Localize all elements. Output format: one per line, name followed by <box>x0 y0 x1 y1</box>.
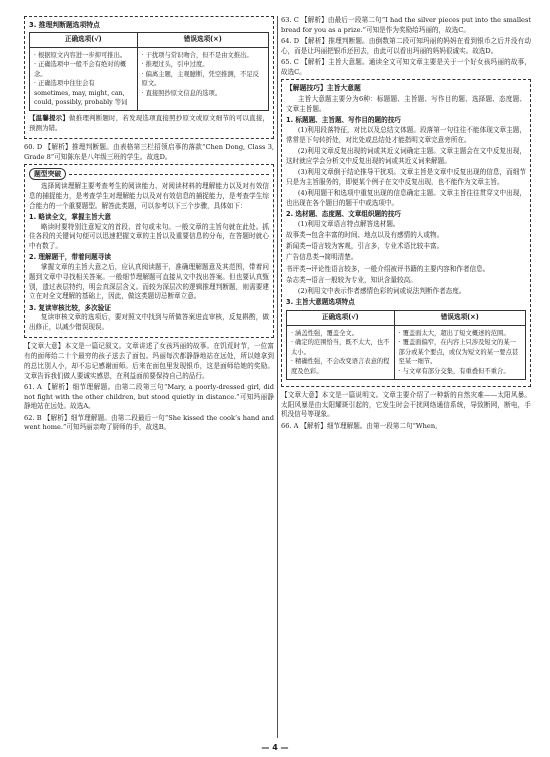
skills-text: (3)利用文章倒于结论推导干扰项。文章主旨是文章中反复出现的信息，而细节只是为主旨服务的，即便某个例子在文中反复出现，也不能作为文章主旨。 <box>286 167 526 186</box>
list-item: · 覆盖面太大，超出了短文概述的范围。 <box>399 329 521 338</box>
list-item: · 偏离主题，主观臆断，凭空推测，不足反原文。 <box>142 70 264 89</box>
list-item: · 覆盖面偏窄，在内容上只涉及短文的某一部分或某个要点，或仅为短文的某一要点甚至某一细节。 <box>399 338 521 366</box>
list-item: · 干扰项与常识吻合，但不是由文推出。 <box>142 51 264 60</box>
skills-intro: 主旨大意题主要分为6种：标题题、主旨题、写作目的题、选择题、态度题、文章主旨题。 <box>286 95 526 113</box>
answer-66: 66. A 【解析】细节理解题。由第一段第二句“When, <box>281 421 438 430</box>
answer-60: 60. D 【解析】推理判断题。由表格第三栏招领启事的落款“Chen Dong, Class 3, Grade 8”可知陈东是八年级三班的学生。故选D。 <box>24 143 274 161</box>
box-title: 3. 推理判断题选项特点 <box>29 21 100 29</box>
options-table <box>29 32 269 111</box>
list-item: · 正确选项中一般不会有绝对的概念。 <box>34 60 133 79</box>
correct-cell <box>30 47 138 111</box>
list-item: · 涵盖性强，覆盖全文。 <box>291 329 390 338</box>
step-3-heading: 3. 复读审核比较，多次验证 <box>29 303 111 312</box>
tupo-label: 题型突破 <box>29 168 66 180</box>
skills-text: (1)利用段落特征，对比以及总结文体题。段落第一句往往不能体现文章主题，常常是下句转折处，对比处或总结处才能指明文章完意旁所在。 <box>286 125 526 144</box>
col-header-correct: 正确选项(√) <box>30 33 138 48</box>
list-item: · 直接照抄原文信息的选项。 <box>142 89 264 98</box>
skills-text: 书评类→评论性语言较多，一般介绍被评书籍的主要内容和作者信息。 <box>286 264 490 273</box>
step-1-heading: 1. 略读全文，掌握主旨大意 <box>29 212 111 221</box>
step-3-text: 复读审核文章的选项后，要对照文中找到与所做答案进直审核，反复斟酌，做出修正，以减少错误现误。 <box>29 313 269 332</box>
column-divider <box>277 16 278 738</box>
right-column <box>281 16 531 433</box>
skills-text: (4)利用题干和选项中重复出现的信息确定主题。文章主旨往往贯穿文中出现，也出现在各个题目的题干中或选项中。 <box>286 188 526 207</box>
col-header-wrong: 错误选项(×) <box>394 311 525 326</box>
skills-heading-1: 1. 标题题、主旨题、写作目的题的技巧 <box>286 116 401 125</box>
skills-text: 广告信息类→简明清楚。 <box>286 253 358 262</box>
step-2-heading: 2. 理解题干，带着问题寻读 <box>29 253 111 262</box>
skills-text: (1)利用文章语言特点解答选材题。 <box>297 219 400 228</box>
list-item: · 精确性强，不会改变语言表意的程度及色彩。 <box>291 357 390 376</box>
list-item: · 与文章有部分交集，有重叠但不重合。 <box>399 367 521 376</box>
main-idea-options-table <box>286 310 526 380</box>
list-item: · 根据原文内容进一步抑可推出。 <box>34 51 133 60</box>
article-summary-2: 【文章大意】本文是一篇说明文。文章主要介绍了一种新的自然灾难——太阳风暴。太阳风暴是由太阳耀斑引起的，它发生时会干扰网络通信系统，导致断网，断电，手机没信号等现象。 <box>281 390 531 419</box>
step-1-text: 略读时要特别注意短文的首段、首句或末句。一般文章的主旨句就在此处。抓住各段的关键词句便可以迅速把握文章的主旨以及重要信息的分布，在答题时就心中有数了。 <box>29 222 269 251</box>
wrong-cell <box>137 47 268 111</box>
answer-64: 64. D 【解析】推理判断题。由倒数第二段可知玛丽的妈妈在看到银币之后并没有动心，而是让玛丽把银币还回去，由此可以看出玛丽的妈妈很诚实。故选D。 <box>281 37 531 55</box>
col-header-wrong: 错误选项(×) <box>137 33 268 48</box>
tip-text: 做推理判断题时，若发现选项直接照抄原文或原文细节的可以直接，预测为错。 <box>29 114 270 133</box>
skills-text: (2)利用文中表示作者感情色彩的词或说法判断作者态度。 <box>297 287 466 296</box>
skills-text: 故事类→包含丰富的时间、地点以及有感情的人或物。 <box>286 230 444 239</box>
skills-text: (2)利用文章反复出现的词或其近义词确定主题。文章主题会在文中反复出现，这时就应学会分析文中反复出现的词或其近义词来解题。 <box>286 146 526 165</box>
skills-box <box>281 79 531 387</box>
tip-paragraph <box>29 114 269 133</box>
answer-65: 65. C 【解析】主旨大意题。通读全文可知文章主要是关于一个好女孩玛丽的故事，故选C。 <box>281 58 531 76</box>
skills-heading-2: 2. 选材题、态度题、文章组织题的技巧 <box>286 209 401 218</box>
list-item: · 推理过头，引申过度。 <box>142 60 264 69</box>
left-column <box>24 16 274 435</box>
answer-63: 63. C 【解析】由最后一段第二句“I had the silver pieces put into the smallest bread for you as a prize.”可知是作为奖励给玛丽的，故选C。 <box>281 16 531 34</box>
inference-options-box <box>24 16 274 139</box>
tip-tag: 【温馨提示】 <box>29 114 70 123</box>
page-number: — 4 — <box>261 743 289 752</box>
answer-61: 61. A 【解析】细节理解题。由第二段第三句“Mary, a poorly-dressed girl, did not fight with the other children, but stood quietly in distance.”可知玛丽静静地站在远处。故选A。 <box>24 382 274 411</box>
list-item: · 正确选项中往往会有 sometimes, may, might, can, could, possibly, probably 等词 <box>34 79 133 107</box>
skills-text: 新闻类→语言较为客观，引言多，专业术语比较丰富。 <box>286 242 444 251</box>
tupo-header-rule <box>69 174 269 175</box>
col-header-correct: 正确选项(√) <box>287 311 395 326</box>
tupo-box <box>24 164 274 338</box>
skills-title: 【解题技巧】主旨大意题 <box>286 84 361 92</box>
step-2-text: 掌握文章的主旨大意之后，应认真阅读题干，准确理解题意及其范围，带着问题到文章中寻找相关答案。一般细节理解题可直接从文中找出答案。但也要认真甄别，遗过表层特约，明会真深层含义。而较为深层次的逻辑推理判断题，则需要建立在对全文理解的基础上，因此，做这类题切忌断章立意。 <box>29 263 269 301</box>
skills-text: 杂志类→语言一般较为专业，知识含量较高。 <box>286 275 417 284</box>
skills-heading-3: 3. 主旨大意题选项特点 <box>286 298 355 307</box>
correct-cell <box>287 325 395 379</box>
wrong-cell <box>394 325 525 379</box>
answer-62: 62. B 【解析】细节理解题。由第二段最后一句“She kissed the cook’s hand and went home.”可知玛丽亲吻了厨师的手，故选B。 <box>24 413 274 432</box>
article-summary: 【文章大意】本文是一篇记叙文。文章讲述了女孩玛丽的故事。在饥荒时节，一位富有的面师给二十个最穷的孩子送去了面包。玛丽每次都静静地站在远处，所以她拿到的总比别人小，却不忘记感谢面师。后来在面包里发现银币，这是面师给她的奖励。文章告诉我们做人要诚实感恩，在利益面前要保持自己的品行。 <box>24 342 274 380</box>
tupo-header <box>29 168 269 180</box>
tupo-intro: 选择阅读理解主要考查考生的阅读能力、对阅读材料的理解能力以及对有效信息的捕捉能力，是考查学生对理解能力以及对有效信息的捕捉能力，是考查学生综合能力的一个重要题型。解答此类题，可以参考以下三个步骤，具体如下： <box>29 182 269 210</box>
list-item: · 确定的范围恰当，既不太大，也不太小。 <box>291 338 390 357</box>
